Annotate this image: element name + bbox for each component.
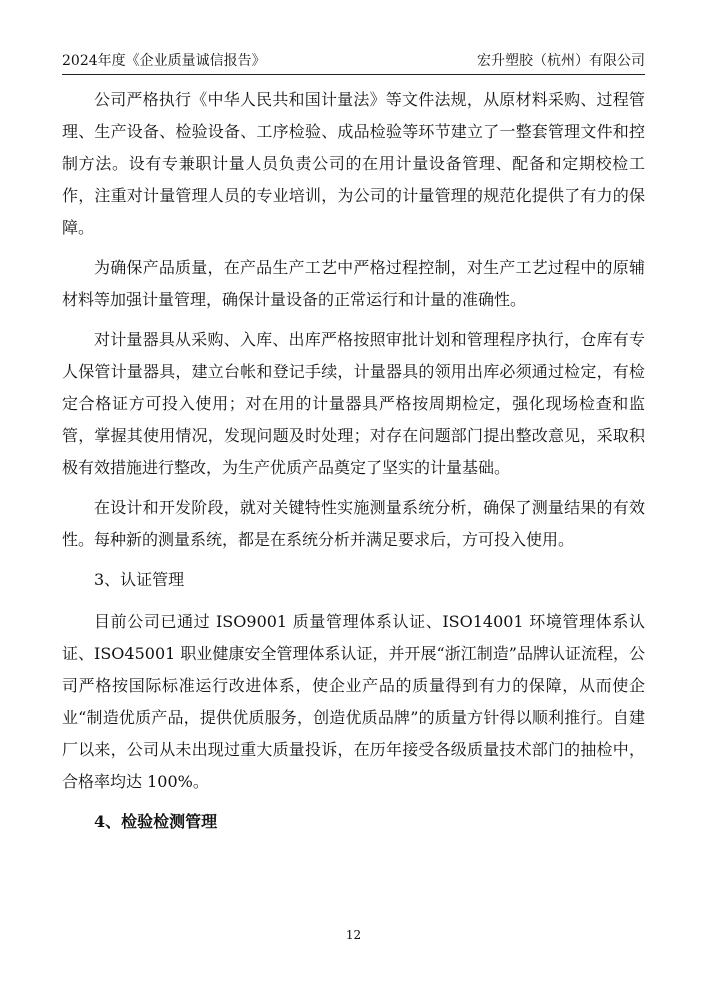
page-content [62,84,645,848]
paragraph-measurement-system: 在设计和开发阶段，就对关键特性实施测量系统分析，确保了测量结果的有效性。每种新的测量系统，都是在系统分析并满足要求后，方可投入使用。 [62,498,645,549]
paragraph-certification: 目前公司已通过 ISO9001 质量管理体系认证、ISO14001 环境管理体系认证、ISO45001 职业健康安全管理体系认证，并开展“浙江制造”品牌认证流程，公司严格按国际标准运行改进体系，使企业产品的质量得到有力的保障，从而使企业“制造优质产品，提供优质服务，创造优质品牌”的质量方针得以顺利推行。自建厂以来，公司从未出现过重大质量投诉，在历年接受各级质量技术部门的抽检中，合格率均达 100%。 [62,612,645,791]
page-number: 12 [345,928,362,942]
paragraph-metrology-law: 公司严格执行《中华人民共和国计量法》等文件法规，从原材料采购、过程管理、生产设备、检验设备、工序检验、成品检验等环节建立了一整套管理文件和控制方法。设有专兼职计量人员负责公司的在用计量设备管理、配备和定期校检工作，注重对计量管理人员的专业培训，为公司的计量管理的规范化提供了有力的保障。 [62,90,645,237]
paragraph-instrument-management: 对计量器具从采购、入库、出库严格按照审批计划和管理程序执行，仓库有专人保管计量器具，建立台帐和登记手续，计量器具的领用出库必须通过检定，有检定合格证方可投入使用；对在用的计量器具严格按周期检定，强化现场检查和监管，掌握其使用情况，发现问题及时处理；对存在问题部门提出整改意见，采取积极有效措施进行整改，为生产优质产品奠定了坚实的计量基础。 [62,330,645,477]
page-footer [0,928,707,942]
section-heading-inspection: 4、检验检测管理 [94,812,218,831]
header-company-name: 宏升塑胶（杭州）有限公司 [477,53,645,69]
page-header [62,46,645,75]
paragraph-process-control: 为确保产品质量，在产品生产工艺中严格过程控制，对生产工艺过程中的原辅材料等加强计量管理，确保计量设备的正常运行和计量的准确性。 [62,258,645,309]
section-heading-certification: 3、认证管理 [94,570,185,589]
header-report-title: 2024年度《企业质量诚信报告》 [62,53,266,69]
